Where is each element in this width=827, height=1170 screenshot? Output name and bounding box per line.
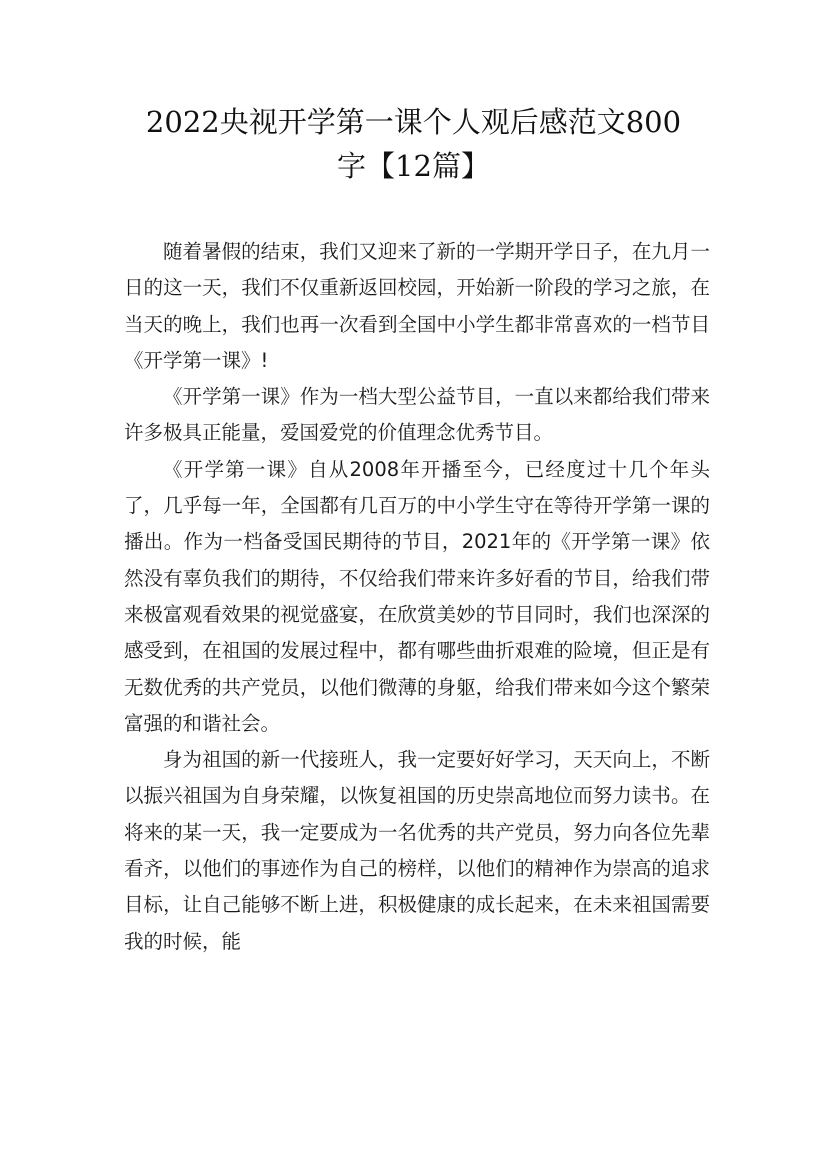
title-line-2: 字【12篇】 xyxy=(337,149,490,183)
paragraph-2: 《开学第一课》作为一档大型公益节目，一直以来都给我们带来许多极具正能量，爱国爱党的价值理念优秀节目。 xyxy=(124,385,710,445)
paragraph-4: 身为祖国的新一代接班人，我一定要好好学习，天天向上，不断以振兴祖国为自身荣耀，以恢复祖国的历史崇高地位而努力读书。在将来的某一天，我一定要成为一名优秀的共产党员，努力向各位先辈看齐，以他们的事迹作为自己的榜样，以他们的精神作为崇高的追求目标，让自己能够不断上进，积极健康的成长起来，在未来祖国需要我的时候，能 xyxy=(124,748,710,953)
title-line-1: 2022央视开学第一课个人观后感范文800 xyxy=(145,105,682,139)
paragraph-3: 《开学第一课》自从2008年开播至今，已经度过十几个年头了，几乎每一年，全国都有几百万的中小学生守在等待开学第一课的播出。作为一档备受国民期待的节目，2021年的《开学第一课》依然没有辜负我们的期待，不仅给我们带来许多好看的节目，给我们带来极富观看效果的视觉盛宴，在欣赏美妙的节目同时，我们也深深的感受到，在祖国的发展过程中，都有哪些曲折艰难的险境，但正是有无数优秀的共产党员，以他们微薄的身躯，给我们带来如今这个繁荣富强的和谐社会。 xyxy=(124,457,710,735)
document-body xyxy=(124,234,710,960)
document-title xyxy=(100,100,727,188)
paragraph-1: 随着暑假的结束，我们又迎来了新的一学期开学日子，在九月一日的这一天，我们不仅重新返回校园，开始新一阶段的学习之旅，在当天的晚上，我们也再一次看到全国中小学生都非常喜欢的一档节目《开学第一课》! xyxy=(124,240,710,372)
